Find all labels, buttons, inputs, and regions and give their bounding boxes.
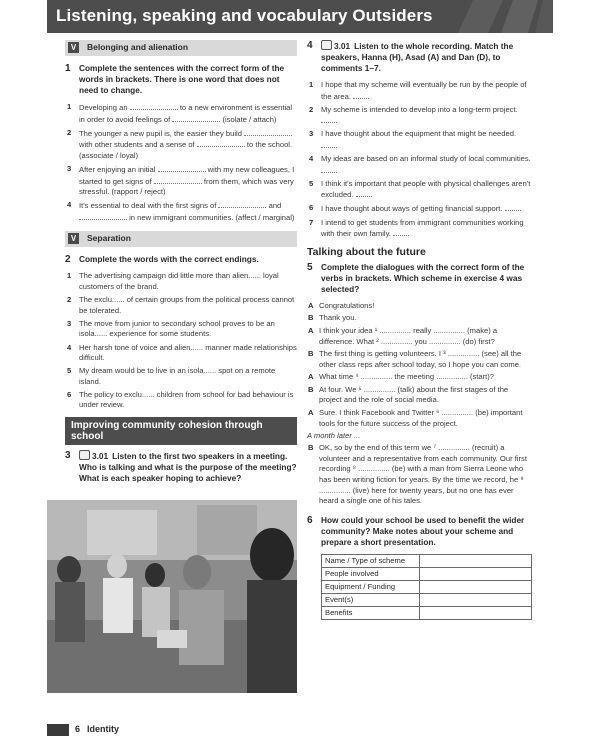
exercise-1-list [65,102,297,223]
page-number: 6 [75,724,81,734]
list-item: 4 It's essential to deal with the first signs of and in new immigrant communities. (affect / marginal) [67,200,295,222]
left-column [65,40,297,490]
notes-cell[interactable] [420,554,532,567]
dialogue-line: A Sure. I think Facebook and Twitter ⁶ ............... (be) important tools for the future success of the project. [308,408,523,428]
time-note: A month later ... [307,431,361,441]
answer-blank[interactable] [321,115,337,123]
answer-blank[interactable] [197,139,245,147]
list-item: 5 I think it's important that people with physical challenges aren't excluded. [309,178,531,200]
answer-blank[interactable] [158,164,206,172]
table-row: Benefits [322,606,532,619]
table-row: People involved [322,567,532,580]
vocabulary-badge: V [68,233,79,244]
answer-blank[interactable] [321,165,337,173]
exercise-number: 6 [307,514,313,526]
answer-blank[interactable] [353,91,369,99]
section-label: Separation [87,233,131,244]
dialogue-line: A Congratulations! [308,300,375,310]
table-row: Event(s) [322,593,532,606]
exercise-2-list [65,271,297,411]
list-item: 6 The policy to exclu...... children from school for bad behaviour is under review. [67,389,294,410]
unit-label: Identity [87,724,120,734]
exercise-5-instruction: 5 Complete the dialogues with the correct form of the verbs in brackets. Which scheme in exercise 4 was selected? [307,261,525,294]
section-heading-talking: Talking about the future [307,245,426,258]
dialogue-line: A What time ⁴ ............... the meeting ............... (start)? [308,372,495,382]
presentation-notes-table [321,554,532,620]
exercise-6-instruction: 6 How could your school be used to benefit the wider community? Make notes about your scheme and prepare a short presentation. [307,514,525,547]
list-item: 3 After enjoying an initial with my new colleagues, I started to get signs of from them, which was very stressful. (rapport / reject) [67,163,295,197]
list-item: 6 I have thought about ways of getting financial support. [307,203,532,215]
dialogue-line: A I think your idea ¹ ............... really ............... (make) a difference. What ² ............... you ............... (do) first? [308,325,498,346]
dialogue-line: B The first thing is getting volunteers. I ³ ............... (see) all the other class reps after school today, so I hope you can come. [308,349,522,369]
exercise-number: 1 [65,63,71,74]
exercise-number: 2 [65,254,71,266]
list-item: 1 The advertising campaign did little more than alien...... loyal customers of the brand. [67,271,279,292]
exercise-3-instruction: 3 3.01 Listen to the first two speakers in a meeting. Who is talking and what is the purpose of the meeting? What is each speaker hoping to achieve? [65,450,297,484]
track-number: 3.01 [334,41,351,51]
answer-blank[interactable] [393,228,409,236]
banner-decoration [443,0,553,33]
list-item: 3 I have thought about the equipment that might be needed. [307,129,532,151]
list-item: 2 My scheme is intended to develop into a long-term project. [307,105,532,127]
dialogue-line: B At four. We ⁵ ............... (talk) about the first stages of the project and the role of social media. [308,384,509,405]
audio-icon[interactable] [79,450,90,460]
section-label: Belonging and alienation [87,42,189,52]
notes-cell[interactable] [420,593,532,606]
exercise-number: 5 [307,261,313,273]
exercise-4-instruction: 4 3.01 Listen to the whole recording. Match the speakers, Hanna (H), Asad (A) and Dan (D), to comments 1–7. [307,40,514,73]
footer-bar [47,724,69,736]
section-separation [65,231,297,247]
list-item: 7 I intend to get students from immigrant communities working with their own family. [309,217,524,239]
page-title: Listening, speaking and vocabulary Outsiders [56,6,433,25]
section-heading-improving: Improving community cohesion through school [65,417,297,445]
answer-blank[interactable] [321,140,337,148]
answer-blank[interactable] [505,203,521,211]
dialogue-1 [307,301,532,430]
answer-blank[interactable] [79,212,127,220]
dialogue-line: B Thank you. [308,313,357,323]
notes-cell[interactable] [420,606,532,619]
table-row: Equipment / Funding [322,580,532,593]
answer-blank[interactable] [154,176,202,184]
list-item: 4 Her harsh tone of voice and alien...... manner made relationships difficult. [67,342,297,363]
dialogue-2 [307,443,532,507]
list-item: 2 The younger a new pupil is, the easier they build with other students and a sense of to the school. (associate / loyal) [67,127,293,160]
notes-cell[interactable] [420,567,532,580]
track-number: 3.01 [92,451,109,462]
dialogue-line: B OK, so by the end of this term we ⁷ ............... (recruit) a volunteer and a representative from each community. Our first recording ⁸ ............... (be) with a man from Sierra Leone who has been writing fiction for years. By the time we record, he ⁹ ............... (live) here for twenty years, but no one has ever heard a single one of his tales. [308,443,527,506]
exercise-number: 4 [307,40,313,51]
exercise-number: 3 [65,450,71,462]
list-item: 4 My ideas are based on an informal study of local communities. [307,154,532,176]
list-item: 1 I hope that my scheme will eventually be run by the people of the area. [309,80,527,101]
vocabulary-badge: V [68,42,79,53]
answer-blank[interactable] [218,200,266,208]
exercise-1-instruction: 1 Complete the sentences with the correct form of the words in brackets. There is one word that does not need to change. [65,63,285,95]
section-belonging-alienation [65,40,297,56]
answer-blank[interactable] [356,189,372,197]
answer-blank[interactable] [244,128,292,136]
table-row: Name / Type of scheme [322,554,532,567]
audio-icon[interactable] [321,40,332,50]
exercise-2-instruction: 2 Complete the words with the correct endings. [65,254,259,266]
students-photo [47,500,297,693]
answer-blank[interactable] [130,102,178,110]
list-item: 1 Developing an to a new environment is essential in order to avoid feelings of (isolate / attach) [67,102,293,124]
list-item: 2 The exclu...... of certain groups from the political process cannot be tolerated. [67,295,295,315]
answer-blank[interactable] [172,114,220,122]
title-banner [47,0,553,33]
list-item: 5 My dream would be to live in an isola...... spot on a remote island. [67,366,276,386]
exercise-4-list [307,80,532,240]
list-item: 3 The move from junior to secondary school proves to be an isola...... experience for some students. [67,318,275,339]
notes-cell[interactable] [420,580,532,593]
right-column [307,40,532,620]
